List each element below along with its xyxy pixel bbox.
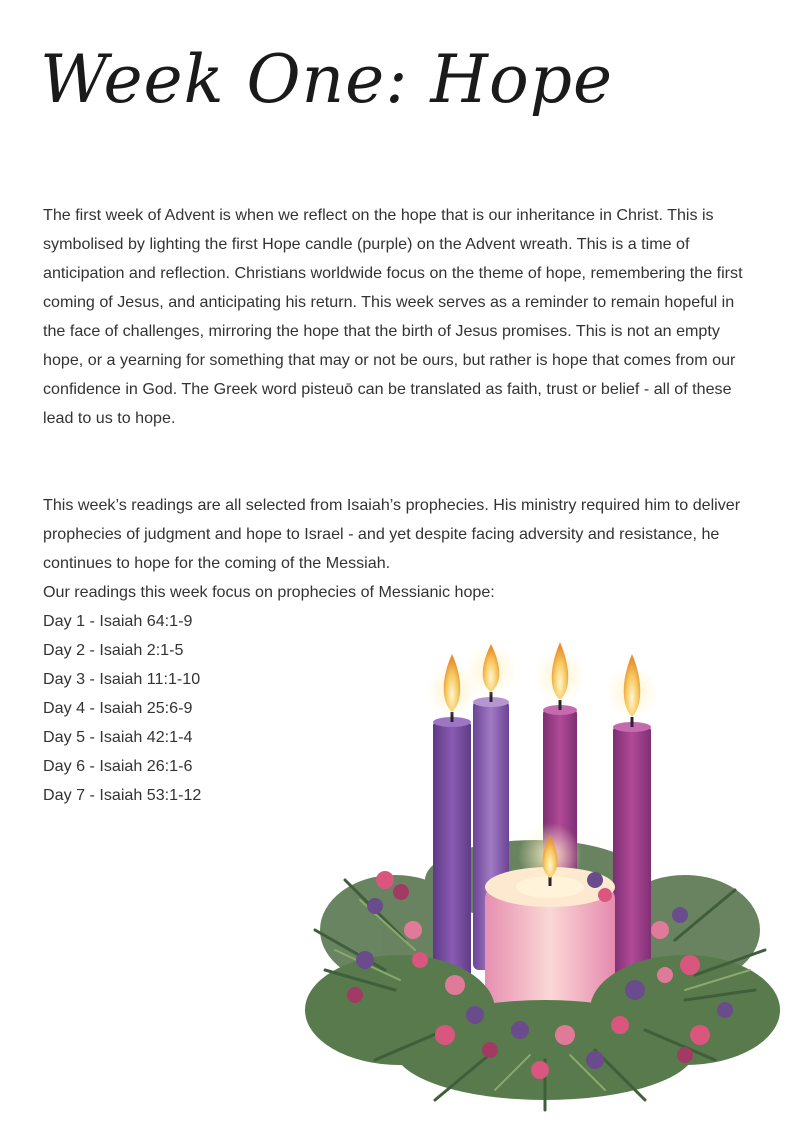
readings-heading: Our readings this week focus on prophecies of Messianic hope: (43, 583, 495, 601)
reading-item: Day 7 - Isaiah 53:1-12 (43, 786, 202, 804)
reading-item: Day 1 - Isaiah 64:1-9 (43, 612, 193, 630)
reading-item: Day 3 - Isaiah 11:1-10 (43, 670, 201, 688)
advent-wreath-icon (305, 630, 780, 1115)
reading-item: Day 4 - Isaiah 25:6-9 (43, 699, 193, 717)
reading-item: Day 5 - Isaiah 42:1-4 (43, 728, 193, 746)
page-title: Week One: Hope (40, 41, 614, 118)
reading-item: Day 6 - Isaiah 26:1-6 (43, 757, 193, 775)
readings-context-paragraph: This week’s readings are all selected from Isaiah’s prophecies. His ministry required him to deliver prophecies of judgment and hope to Israel - and yet despite facing adversity and resistance, he continues to hope for the coming of the Messiah. (43, 496, 741, 572)
readings-list (43, 607, 201, 810)
reading-item: Day 2 - Isaiah 2:1-5 (43, 641, 184, 659)
intro-paragraph: The first week of Advent is when we reflect on the hope that is our inheritance in Christ. This is symbolised by lighting the first Hope candle (purple) on the Advent wreath. This is a time of anticipation and reflection. Christians worldwide focus on the theme of hope, remembering the first coming of Jesus, and anticipating his return. This week serves as a reminder to remain hopeful in the face of challenges, mirroring the hope that the birth of Jesus promises. This is not an empty hope, or a yearning for something that may or not be ours, but rather is hope that comes from our confidence in God. The Greek word pisteuō can be translated as faith, trust or belief - all of these lead to us to hope. (43, 206, 743, 427)
